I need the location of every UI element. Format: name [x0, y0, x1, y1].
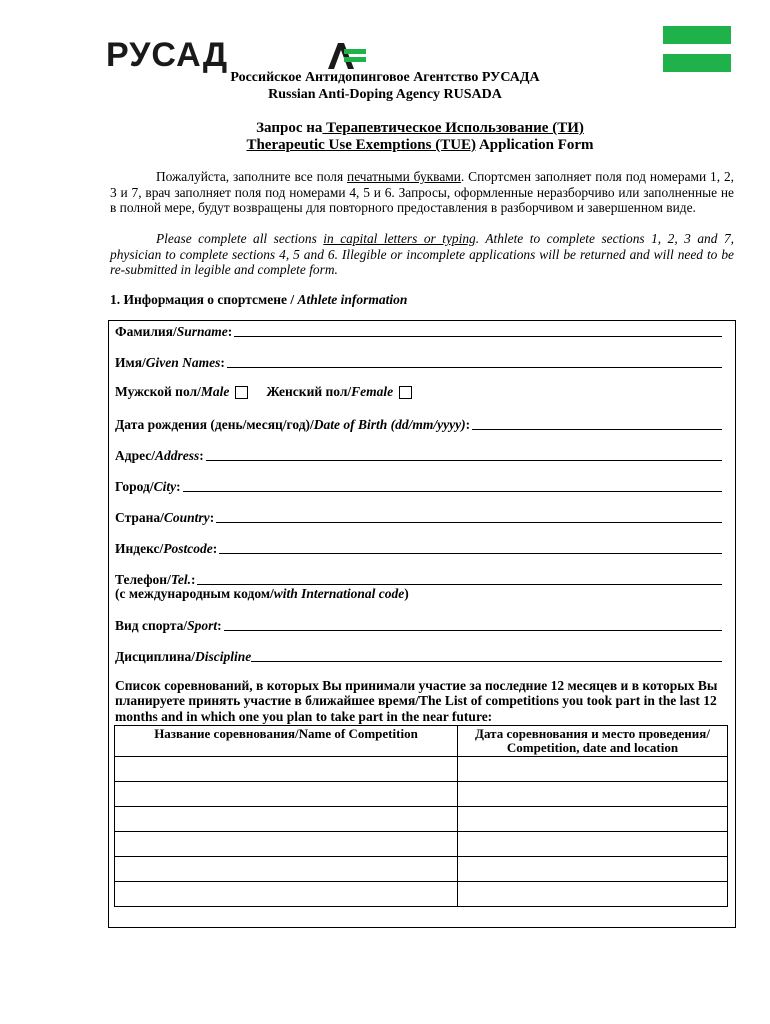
flag-bar-top [663, 26, 731, 44]
form-title-ru [0, 120, 770, 137]
female-checkbox[interactable] [399, 386, 412, 399]
male-label: Мужской пол/Male [115, 384, 230, 399]
section-1-heading-en: Athlete information [297, 292, 408, 307]
tel-label: Телефон/Tel.: [115, 572, 196, 587]
intro-en-after: . Athlete to complete sections 1, 2, 3 and 7, physician to complete sections 4, 5 and 6. Illegible or incomplete applications will be returned and will need to be re-submitted in legible and complete form. [110, 231, 734, 278]
intro-ru-before: Пожалуйста, заполните все поля [156, 169, 348, 184]
tel-note: (с международным кодом/with International code) [115, 586, 409, 601]
competitions-table-body [115, 757, 728, 907]
intro-ru-underlined: печатными буквами [347, 169, 461, 184]
dob-field [115, 415, 722, 433]
postcode-label: Индекс/Postcode: [115, 541, 218, 556]
surname-field [115, 322, 722, 340]
competitions-table [114, 725, 728, 907]
sport-field [115, 616, 722, 634]
competition-date-cell[interactable] [458, 757, 728, 782]
table-row [115, 857, 728, 882]
city-label: Город/City: [115, 479, 181, 494]
city-input-line[interactable] [183, 491, 722, 492]
title-en-underlined: Therapeutic Use Exemptions (TUE) [246, 137, 477, 153]
address-field [115, 446, 722, 464]
discipline-input-line[interactable] [251, 661, 722, 662]
rusada-logo [106, 38, 228, 72]
country-label: Страна/Country: [115, 510, 215, 525]
country-input-line[interactable] [216, 522, 722, 523]
competition-name-header: Название соревнования/Name of Competition [115, 726, 458, 757]
competition-date-cell[interactable] [458, 807, 728, 832]
logo-a-mark-icon [328, 43, 366, 69]
title-ru-underlined: Терапевтическое Использование (ТИ) [322, 120, 584, 136]
surname-input-line[interactable] [234, 336, 722, 337]
section-1-heading [110, 292, 407, 308]
given-names-input-line[interactable] [227, 367, 722, 368]
female-label: Женский пол/Female [266, 384, 394, 399]
discipline-field [115, 647, 722, 665]
instructions-en [110, 231, 734, 278]
address-input-line[interactable] [206, 460, 722, 461]
surname-label: Фамилия/Surname: [115, 324, 233, 339]
dob-input-line[interactable] [472, 429, 722, 430]
competitions-intro: Список соревнований, в которых Вы принимали участие за последние 12 месяцев и в которых Вы планируете принять участие в ближайшее время/The List of competitions you took part in the last 12 months and in which one you plan to take part in the near future: [115, 678, 718, 724]
competition-name-cell[interactable] [115, 782, 458, 807]
city-field [115, 477, 722, 495]
competition-name-cell[interactable] [115, 882, 458, 907]
competition-name-cell[interactable] [115, 832, 458, 857]
competition-date-header: Дата соревнования и место проведения/ Competition, date and location [458, 726, 728, 757]
competition-name-cell[interactable] [115, 757, 458, 782]
intro-en-underlined: in capital letters or typing [323, 231, 476, 246]
postcode-field [115, 539, 722, 557]
sport-input-line[interactable] [224, 630, 722, 631]
instructions-ru [110, 169, 734, 216]
title-ru-prefix: Запрос на [256, 120, 323, 136]
competition-date-cell[interactable] [458, 782, 728, 807]
competition-name-cell[interactable] [115, 857, 458, 882]
gender-row [115, 384, 430, 400]
dob-label: Дата рождения (день/месяц/год)/Date of Birth (dd/mm/yyyy): [115, 417, 471, 432]
title-en-suffix: Application Form [476, 137, 594, 153]
country-field [115, 508, 722, 526]
sport-label: Вид спорта/Sport: [115, 618, 222, 633]
competition-date-cell[interactable] [458, 832, 728, 857]
agency-name-ru: Российское Антидопинговое Агентство РУСАДА [230, 70, 540, 85]
given-names-field [115, 353, 722, 371]
male-checkbox[interactable] [235, 386, 248, 399]
tel-input-line[interactable] [197, 584, 722, 585]
discipline-label: Дисциплина/Discipline [115, 649, 252, 664]
table-row [115, 882, 728, 907]
competition-name-cell[interactable] [115, 807, 458, 832]
table-row [115, 757, 728, 782]
agency-name-en: Russian Anti-Doping Agency RUSADA [268, 87, 502, 102]
table-row [115, 832, 728, 857]
table-row [115, 807, 728, 832]
section-1-heading-ru: 1. Информация о спортсмене / [110, 292, 298, 307]
intro-ru-after: . Спортсмен заполняет поля под номерами 1, 2, 3 и 7, врач заполняет поля под номерами 4, 5 и 6. Запросы, оформленные неразборчиво или заполненные не в полной мере, будут возвращены для повторного предоставления в разборчивом и завершенном виде. [110, 169, 734, 216]
given-names-label: Имя/Given Names: [115, 355, 225, 370]
address-label: Адрес/Address: [115, 448, 204, 463]
postcode-input-line[interactable] [219, 553, 722, 554]
form-title-en [0, 137, 770, 154]
logo-text: РУСАД [106, 36, 229, 74]
table-row [115, 782, 728, 807]
competition-date-cell[interactable] [458, 882, 728, 907]
competition-date-cell[interactable] [458, 857, 728, 882]
intro-en-before: Please complete all sections [156, 231, 324, 246]
